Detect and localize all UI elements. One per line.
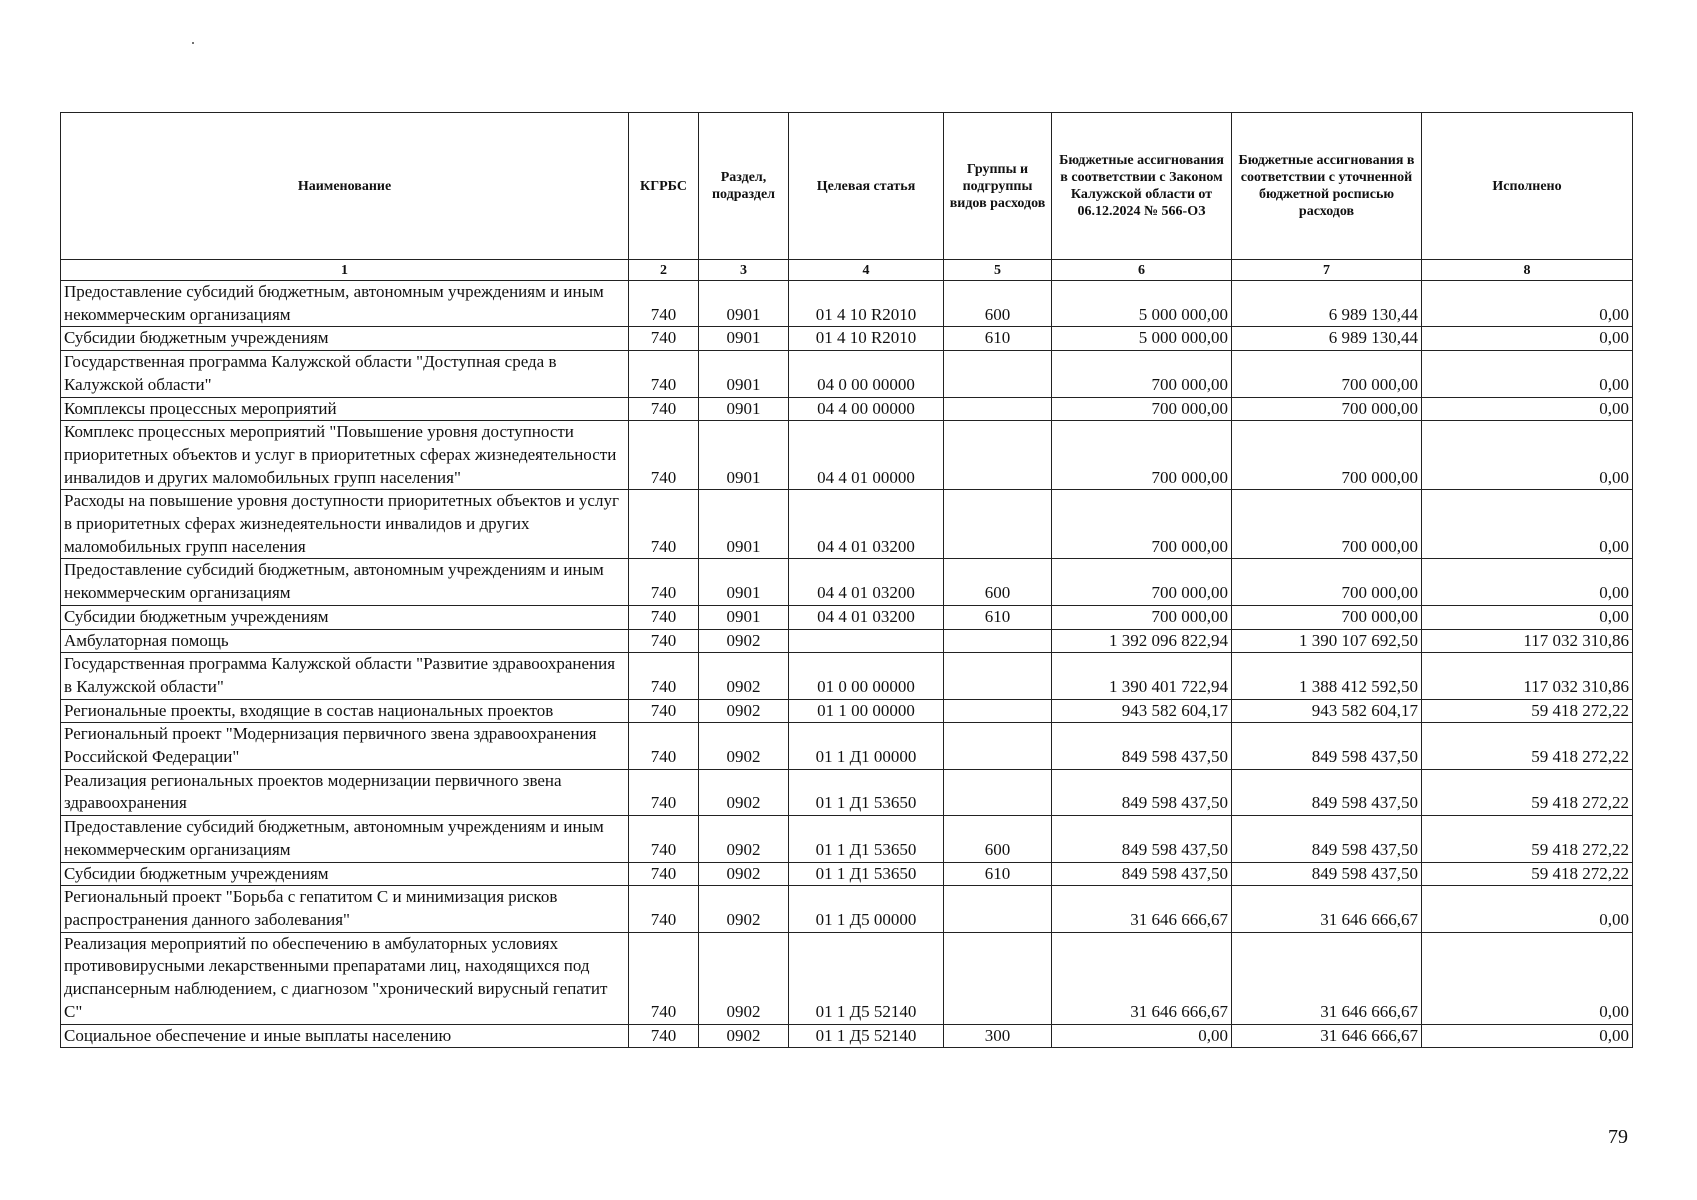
row-target-article: 01 4 10 R2010	[789, 281, 944, 327]
row-kgrbs: 740	[629, 629, 699, 653]
row-executed: 59 418 272,22	[1422, 723, 1633, 769]
row-name: Субсидии бюджетным учреждениям	[61, 327, 629, 351]
table-row	[61, 397, 1633, 421]
row-target-article: 01 1 Д5 52140	[789, 1024, 944, 1048]
row-kgrbs: 740	[629, 886, 699, 932]
row-executed: 0,00	[1422, 351, 1633, 397]
header-refined-allocations: Бюджетные ассигнования в соответствии с уточненной бюджетной росписью расходов	[1232, 113, 1422, 260]
row-executed: 59 418 272,22	[1422, 816, 1633, 862]
row-law-allocation: 700 000,00	[1052, 559, 1232, 605]
row-section: 0902	[699, 1024, 789, 1048]
row-name: Региональные проекты, входящие в состав национальных проектов	[61, 699, 629, 723]
row-refined-allocation: 1 388 412 592,50	[1232, 653, 1422, 699]
row-section: 0901	[699, 397, 789, 421]
row-expense-group	[944, 932, 1052, 1024]
row-executed: 0,00	[1422, 281, 1633, 327]
column-number: 8	[1422, 260, 1633, 281]
row-target-article: 01 1 Д1 53650	[789, 816, 944, 862]
row-law-allocation: 5 000 000,00	[1052, 281, 1232, 327]
row-name: Комплексы процессных мероприятий	[61, 397, 629, 421]
header-groups: Группы и подгруппы видов расходов	[944, 113, 1052, 260]
row-expense-group: 610	[944, 862, 1052, 886]
row-section: 0902	[699, 769, 789, 815]
row-kgrbs: 740	[629, 490, 699, 559]
row-refined-allocation: 700 000,00	[1232, 397, 1422, 421]
table-body	[61, 281, 1633, 1048]
column-number: 5	[944, 260, 1052, 281]
row-name: Предоставление субсидий бюджетным, автономным учреждениям и иным некоммерческим организациям	[61, 559, 629, 605]
row-kgrbs: 740	[629, 397, 699, 421]
row-name: Региональный проект "Модернизация первичного звена здравоохранения Российской Федерации"	[61, 723, 629, 769]
row-refined-allocation: 700 000,00	[1232, 490, 1422, 559]
row-target-article: 01 1 00 00000	[789, 699, 944, 723]
row-name: Региональный проект "Борьба с гепатитом С и минимизация рисков распространения данного заболевания"	[61, 886, 629, 932]
row-law-allocation: 849 598 437,50	[1052, 769, 1232, 815]
row-name: Предоставление субсидий бюджетным, автономным учреждениям и иным некоммерческим организациям	[61, 281, 629, 327]
row-kgrbs: 740	[629, 862, 699, 886]
row-target-article: 01 1 Д1 53650	[789, 769, 944, 815]
table-row	[61, 886, 1633, 932]
row-section: 0901	[699, 327, 789, 351]
table-row	[61, 327, 1633, 351]
row-section: 0901	[699, 605, 789, 629]
row-expense-group	[944, 421, 1052, 490]
row-target-article: 01 1 Д1 00000	[789, 723, 944, 769]
table-row	[61, 421, 1633, 490]
row-name: Расходы на повышение уровня доступности приоритетных объектов и услуг в приоритетных сферах жизнедеятельности инвалидов и других маломобильных групп населения	[61, 490, 629, 559]
row-expense-group	[944, 397, 1052, 421]
row-kgrbs: 740	[629, 723, 699, 769]
row-target-article: 04 4 01 03200	[789, 559, 944, 605]
table-row	[61, 653, 1633, 699]
row-name: Предоставление субсидий бюджетным, автономным учреждениям и иным некоммерческим организациям	[61, 816, 629, 862]
row-refined-allocation: 6 989 130,44	[1232, 281, 1422, 327]
row-target-article: 01 1 Д1 53650	[789, 862, 944, 886]
row-expense-group	[944, 653, 1052, 699]
row-executed: 0,00	[1422, 932, 1633, 1024]
row-law-allocation: 700 000,00	[1052, 351, 1232, 397]
row-kgrbs: 740	[629, 281, 699, 327]
row-target-article: 01 0 00 00000	[789, 653, 944, 699]
table-row	[61, 816, 1633, 862]
row-law-allocation: 1 390 401 722,94	[1052, 653, 1232, 699]
row-section: 0901	[699, 281, 789, 327]
header-section: Раздел, подраздел	[699, 113, 789, 260]
row-name: Субсидии бюджетным учреждениям	[61, 862, 629, 886]
row-executed: 117 032 310,86	[1422, 653, 1633, 699]
row-executed: 0,00	[1422, 490, 1633, 559]
row-kgrbs: 740	[629, 769, 699, 815]
row-refined-allocation: 849 598 437,50	[1232, 723, 1422, 769]
row-section: 0902	[699, 629, 789, 653]
row-refined-allocation: 31 646 666,67	[1232, 932, 1422, 1024]
row-expense-group: 600	[944, 559, 1052, 605]
row-expense-group: 610	[944, 327, 1052, 351]
row-refined-allocation: 31 646 666,67	[1232, 1024, 1422, 1048]
row-section: 0901	[699, 351, 789, 397]
row-refined-allocation: 31 646 666,67	[1232, 886, 1422, 932]
row-refined-allocation: 849 598 437,50	[1232, 862, 1422, 886]
row-executed: 0,00	[1422, 421, 1633, 490]
column-number: 4	[789, 260, 944, 281]
row-law-allocation: 700 000,00	[1052, 421, 1232, 490]
table-row	[61, 559, 1633, 605]
row-refined-allocation: 700 000,00	[1232, 605, 1422, 629]
row-expense-group	[944, 699, 1052, 723]
row-section: 0902	[699, 862, 789, 886]
row-expense-group	[944, 351, 1052, 397]
row-refined-allocation: 700 000,00	[1232, 351, 1422, 397]
row-name: Субсидии бюджетным учреждениям	[61, 605, 629, 629]
row-target-article: 04 0 00 00000	[789, 351, 944, 397]
row-name: Реализация мероприятий по обеспечению в амбулаторных условиях противовирусными лекарственными препаратами лиц, находящихся под диспансерным наблюдением, с диагнозом "хронический вирусный гепатит С"	[61, 932, 629, 1024]
row-section: 0902	[699, 699, 789, 723]
row-law-allocation: 31 646 666,67	[1052, 932, 1232, 1024]
row-refined-allocation: 700 000,00	[1232, 421, 1422, 490]
table-row	[61, 932, 1633, 1024]
row-kgrbs: 740	[629, 653, 699, 699]
row-expense-group: 300	[944, 1024, 1052, 1048]
row-law-allocation: 700 000,00	[1052, 397, 1232, 421]
row-refined-allocation: 849 598 437,50	[1232, 816, 1422, 862]
row-kgrbs: 740	[629, 932, 699, 1024]
table-row	[61, 605, 1633, 629]
column-number-row	[61, 260, 1633, 281]
row-kgrbs: 740	[629, 1024, 699, 1048]
row-refined-allocation: 1 390 107 692,50	[1232, 629, 1422, 653]
row-law-allocation: 849 598 437,50	[1052, 723, 1232, 769]
row-law-allocation: 849 598 437,50	[1052, 816, 1232, 862]
row-law-allocation: 700 000,00	[1052, 605, 1232, 629]
page-number: 79	[1608, 1126, 1628, 1148]
row-section: 0902	[699, 932, 789, 1024]
column-number: 2	[629, 260, 699, 281]
row-target-article: 01 1 Д5 00000	[789, 886, 944, 932]
row-expense-group	[944, 490, 1052, 559]
row-kgrbs: 740	[629, 699, 699, 723]
column-number: 1	[61, 260, 629, 281]
row-executed: 0,00	[1422, 886, 1633, 932]
table-row	[61, 281, 1633, 327]
row-law-allocation: 849 598 437,50	[1052, 862, 1232, 886]
table-row	[61, 862, 1633, 886]
row-expense-group: 610	[944, 605, 1052, 629]
row-target-article: 04 4 01 03200	[789, 490, 944, 559]
row-name: Реализация региональных проектов модернизации первичного звена здравоохранения	[61, 769, 629, 815]
row-law-allocation: 1 392 096 822,94	[1052, 629, 1232, 653]
row-refined-allocation: 6 989 130,44	[1232, 327, 1422, 351]
row-expense-group	[944, 769, 1052, 815]
row-section: 0901	[699, 490, 789, 559]
header-name: Наименование	[61, 113, 629, 260]
row-target-article: 01 1 Д5 52140	[789, 932, 944, 1024]
row-law-allocation: 943 582 604,17	[1052, 699, 1232, 723]
row-target-article: 04 4 01 00000	[789, 421, 944, 490]
table-row	[61, 769, 1633, 815]
row-executed: 0,00	[1422, 327, 1633, 351]
row-refined-allocation: 943 582 604,17	[1232, 699, 1422, 723]
row-law-allocation: 0,00	[1052, 1024, 1232, 1048]
row-expense-group	[944, 723, 1052, 769]
row-name: Амбулаторная помощь	[61, 629, 629, 653]
row-kgrbs: 740	[629, 559, 699, 605]
row-law-allocation: 5 000 000,00	[1052, 327, 1232, 351]
row-executed: 0,00	[1422, 397, 1633, 421]
column-number: 7	[1232, 260, 1422, 281]
table-row	[61, 723, 1633, 769]
row-section: 0902	[699, 723, 789, 769]
row-kgrbs: 740	[629, 351, 699, 397]
row-law-allocation: 31 646 666,67	[1052, 886, 1232, 932]
row-kgrbs: 740	[629, 421, 699, 490]
row-expense-group: 600	[944, 281, 1052, 327]
row-section: 0902	[699, 886, 789, 932]
row-executed: 0,00	[1422, 605, 1633, 629]
row-name: Государственная программа Калужской области "Доступная среда в Калужской области"	[61, 351, 629, 397]
header-target: Целевая статья	[789, 113, 944, 260]
header-executed: Исполнено	[1422, 113, 1633, 260]
table-row	[61, 699, 1633, 723]
row-section: 0902	[699, 653, 789, 699]
column-number: 3	[699, 260, 789, 281]
row-expense-group	[944, 886, 1052, 932]
row-refined-allocation: 849 598 437,50	[1232, 769, 1422, 815]
row-executed: 59 418 272,22	[1422, 862, 1633, 886]
row-name: Комплекс процессных мероприятий "Повышение уровня доступности приоритетных объектов и услуг в приоритетных сферах жизнедеятельности инвалидов и других маломобильных групп населения"	[61, 421, 629, 490]
table-row	[61, 351, 1633, 397]
row-kgrbs: 740	[629, 816, 699, 862]
row-executed: 0,00	[1422, 1024, 1633, 1048]
row-executed: 59 418 272,22	[1422, 769, 1633, 815]
row-target-article: 01 4 10 R2010	[789, 327, 944, 351]
row-target-article: 04 4 00 00000	[789, 397, 944, 421]
row-kgrbs: 740	[629, 605, 699, 629]
column-number: 6	[1052, 260, 1232, 281]
row-executed: 59 418 272,22	[1422, 699, 1633, 723]
row-expense-group: 600	[944, 816, 1052, 862]
row-section: 0901	[699, 559, 789, 605]
header-law-allocations: Бюджетные ассигнования в соответствии с Законом Калужской области от 06.12.2024 № 566-ОЗ	[1052, 113, 1232, 260]
row-name: Социальное обеспечение и иные выплаты населению	[61, 1024, 629, 1048]
row-name: Государственная программа Калужской области "Развитие здравоохранения в Калужской области"	[61, 653, 629, 699]
row-executed: 117 032 310,86	[1422, 629, 1633, 653]
row-section: 0902	[699, 816, 789, 862]
row-section: 0901	[699, 421, 789, 490]
row-expense-group	[944, 629, 1052, 653]
scan-speck	[192, 42, 194, 44]
table-row	[61, 629, 1633, 653]
row-refined-allocation: 700 000,00	[1232, 559, 1422, 605]
row-target-article	[789, 629, 944, 653]
row-kgrbs: 740	[629, 327, 699, 351]
row-executed: 0,00	[1422, 559, 1633, 605]
row-target-article: 04 4 01 03200	[789, 605, 944, 629]
header-row	[61, 113, 1633, 260]
header-kgrbs: КГРБС	[629, 113, 699, 260]
table-row	[61, 490, 1633, 559]
budget-table	[60, 112, 1633, 1048]
row-law-allocation: 700 000,00	[1052, 490, 1232, 559]
table-row	[61, 1024, 1633, 1048]
